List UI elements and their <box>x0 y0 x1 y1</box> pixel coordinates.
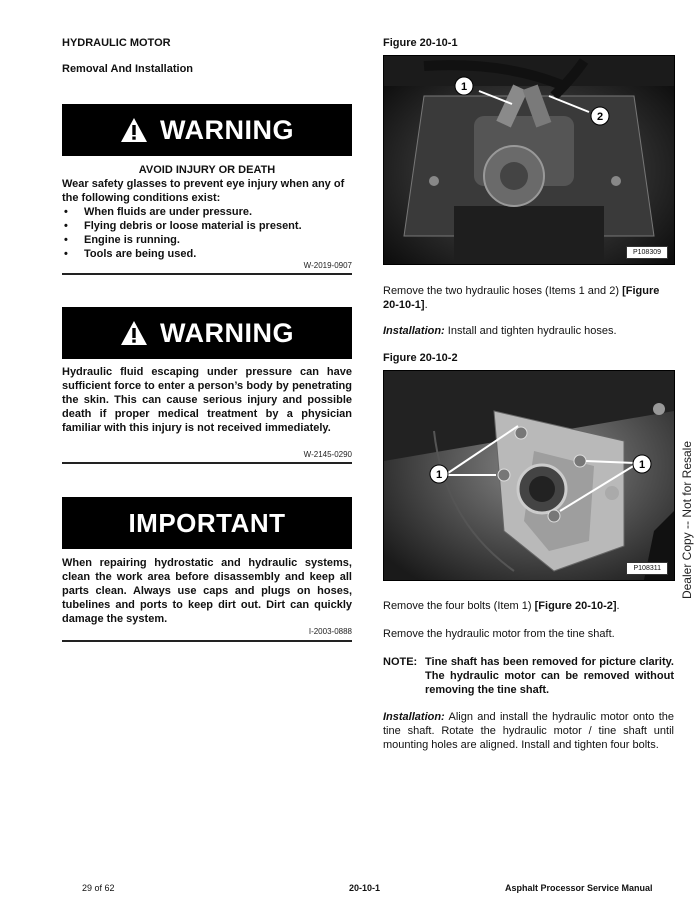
step-remove-hoses: Remove the two hydraulic hoses (Items 1 and 2) [Figure 20-10-1]. <box>383 285 660 311</box>
important-banner-label: IMPORTANT <box>128 507 286 538</box>
figure-photo <box>383 370 675 581</box>
warning-bullet: • When fluids are under pressure. <box>62 205 352 219</box>
warning-bullet: • Flying debris or loose material is present. <box>62 219 352 233</box>
warning-code: W-2145-0290 <box>303 450 352 459</box>
warning-banner <box>62 307 352 359</box>
installation-hoses: Installation: Install and tighten hydraulic hoses. <box>383 325 617 337</box>
figure-ref: [Figure 20-10-2] <box>534 600 617 612</box>
warning-banner-label: WARNING <box>160 114 294 145</box>
warning-body: Hydraulic fluid escaping under pressure can have sufficient force to enter a person’s body by penetrating the skin. This can cause serious injury and possible death if proper medical treatment by a physician familiar with this injury is not received immediately. <box>62 366 352 434</box>
tine-shaft-bolts-photo <box>384 371 674 580</box>
callout-1: 1 <box>638 459 646 471</box>
figure-title: Figure 20-10-2 <box>383 352 458 364</box>
note <box>383 655 674 697</box>
installation-motor: Installation: Align and install the hydraulic motor onto the tine shaft. Rotate the hydraulic motor / tine shaft until mounting holes are aligned. Install and tighten four bolts. <box>383 711 674 751</box>
warning-bullet: • Tools are being used. <box>62 247 352 261</box>
watermark-text: Dealer Copy -- Not for Resale <box>680 440 694 600</box>
divider <box>62 273 352 275</box>
note-label: NOTE: <box>383 656 418 668</box>
divider <box>62 640 352 642</box>
figure-ref: [Figure 20-10-1] <box>383 285 660 311</box>
warning-triangle-icon <box>120 117 148 143</box>
divider <box>62 462 352 464</box>
important-banner <box>62 497 352 549</box>
photo-code: P108309 <box>626 246 668 259</box>
warning-heading: AVOID INJURY OR DEATH <box>138 164 276 176</box>
page-count: 29 of 62 <box>82 883 115 893</box>
important-body: When repairing hydrostatic and hydraulic systems, clean the work area before disassembly and keep all parts clean. Always use caps and plugs on hoses, tubelines and ports to keep dirt out. Dirt can quickly damage the system. <box>62 557 352 625</box>
callout-2: 2 <box>596 111 604 123</box>
figure-title: Figure 20-10-1 <box>383 37 458 49</box>
section-number: 20-10-1 <box>349 883 381 893</box>
warning-bullet-list <box>62 205 352 261</box>
warning-banner <box>62 104 352 156</box>
hydraulic-motor-photo <box>384 56 674 264</box>
callout-1: 1 <box>435 469 443 481</box>
step-remove-bolts: Remove the four bolts (Item 1) [Figure 20-10-2]. <box>383 600 620 612</box>
manual-title: Asphalt Processor Service Manual <box>505 883 653 893</box>
section-title: HYDRAULIC MOTOR <box>62 37 171 49</box>
warning-intro: Wear safety glasses to prevent eye injury when any of the following conditions exist: <box>62 178 345 204</box>
photo-code: P108311 <box>626 562 668 575</box>
important-code: I-2003-0888 <box>308 627 352 636</box>
figure-photo <box>383 55 675 265</box>
warning-banner-label: WARNING <box>160 317 294 348</box>
callout-1: 1 <box>460 81 468 93</box>
section-subtitle: Removal And Installation <box>62 63 194 75</box>
warning-triangle-icon <box>120 320 148 346</box>
warning-code: W-2019-0907 <box>303 261 352 270</box>
step-remove-motor: Remove the hydraulic motor from the tine shaft. <box>383 628 615 640</box>
note-text: Tine shaft has been removed for picture clarity. The hydraulic motor can be removed without removing the tine shaft. <box>425 656 674 696</box>
warning-bullet: • Engine is running. <box>62 233 352 247</box>
